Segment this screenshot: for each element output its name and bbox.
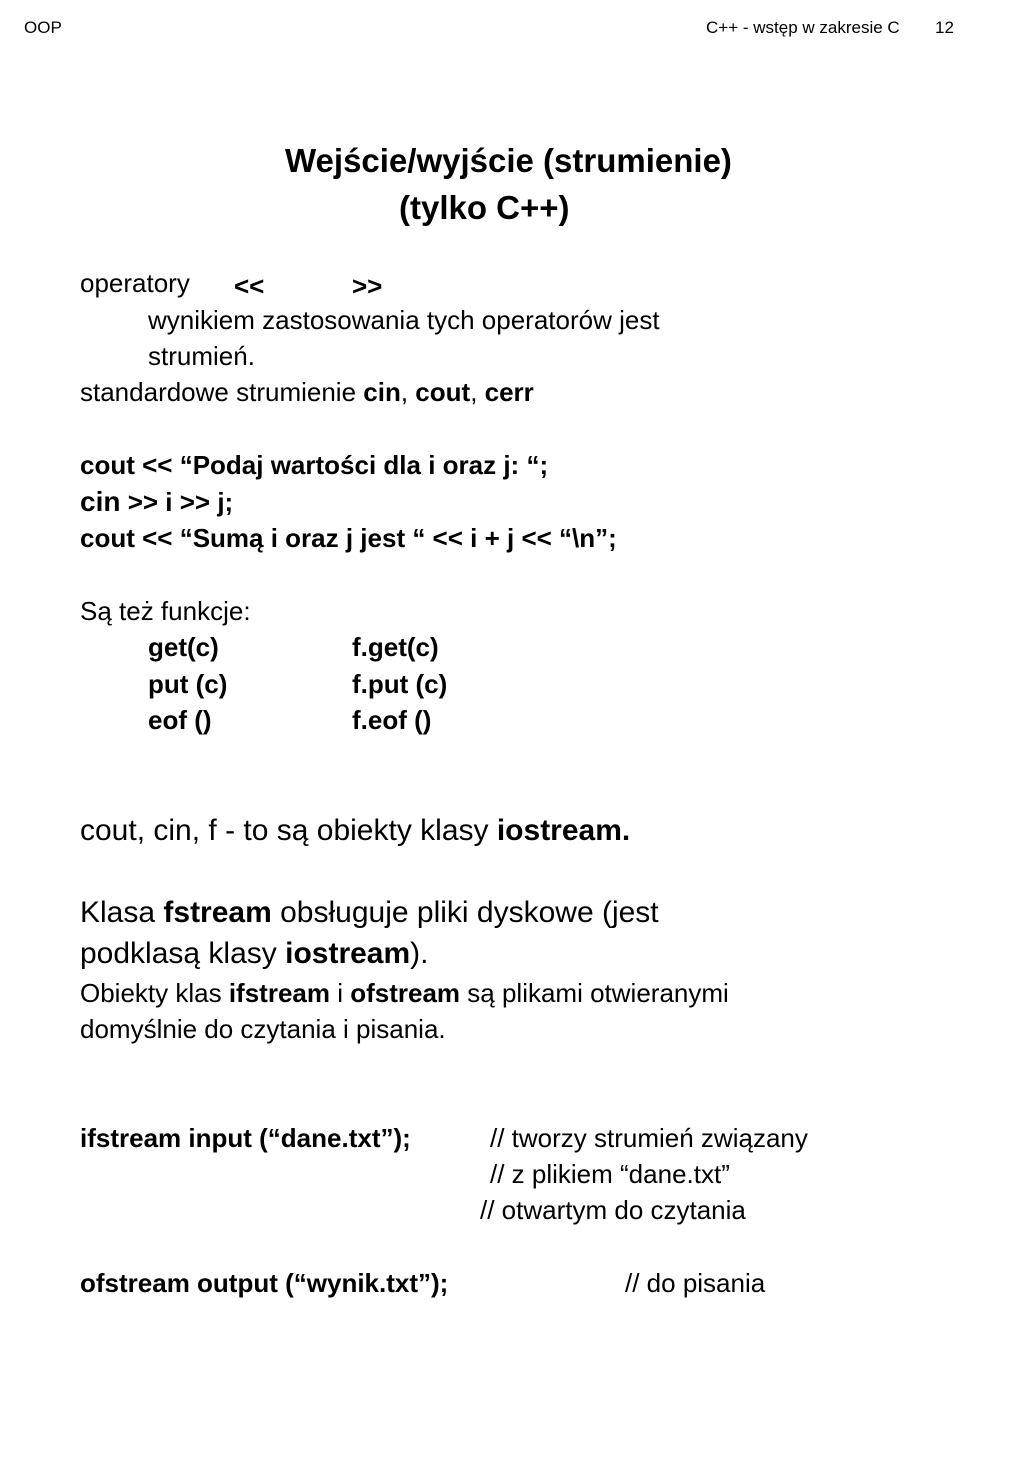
stream-cin: cin [363,377,401,407]
code-cin: cin [80,486,121,517]
fstream-text: są plikami otwieranymi [460,978,729,1008]
fstream-line-1 [80,896,659,930]
objects-sentence [80,814,630,848]
operator-shift-left: << [234,271,265,301]
fstream-text: Obiekty klas [80,978,229,1008]
ifstream-comment-2: // z plikiem “dane.txt” [490,1159,730,1189]
code-line-1: cout << “Podaj wartości dla i oraz j: “; [80,450,549,480]
page-number: 12 [935,18,954,37]
fstream-line-3 [80,978,729,1009]
title-line2: (tylko C++) [399,189,570,226]
function-f-put: f.put (c) [352,669,448,699]
function-f-get: f.get(c) [352,632,439,662]
separator: , [400,377,416,407]
class-fstream: fstream [163,896,272,929]
function-get: get(c) [148,632,219,662]
fstream-text: podklasą klasy [80,937,286,970]
ifstream-comment-3: // otwartym do czytania [480,1195,746,1225]
operator-shift-right: >> [352,271,383,301]
operators-label: operatory [80,268,190,298]
ofstream-example-code: ofstream output (“wynik.txt”); [80,1268,449,1298]
class-ifstream: ifstream [228,978,330,1008]
standard-streams-prefix: standardowe strumienie [80,377,364,407]
fstream-text: i [329,978,351,1008]
class-iostream: iostream. [496,814,631,847]
ofstream-comment: // do pisania [625,1268,766,1298]
stream-cerr: cerr [484,377,534,407]
code-cin-rest: >> i >> j; [120,487,234,517]
objects-text: cout, cin, f - to są obiekty klasy [80,814,497,847]
code-line-3: cout << “Sumą i oraz j jest “ << i + j << “\n”; [80,523,617,553]
code-line-2 [80,486,233,518]
functions-intro: Są też funkcje: [80,596,251,626]
stream-cout: cout [415,377,471,407]
operators-desc-1: wynikiem zastosowania tych operatorów jest [148,305,660,335]
separator: , [470,377,485,407]
fstream-line-2 [80,937,429,971]
ifstream-comment-1: // tworzy strumień związany [490,1123,808,1153]
class-iostream: iostream [285,937,411,970]
header-right: C++ - wstęp w zakresie C [706,18,900,37]
standard-streams [80,377,534,408]
fstream-text: Klasa [80,896,164,929]
operators-desc-2: strumień. [148,341,255,371]
ifstream-example-code: ifstream input (“dane.txt”); [80,1123,411,1153]
fstream-text: ). [410,937,429,970]
fstream-text: obsługuje pliki dyskowe (jest [271,896,659,929]
function-f-eof: f.eof () [352,705,432,735]
function-eof: eof () [148,705,212,735]
function-put: put (c) [148,669,228,699]
header-left: OOP [24,18,62,37]
title-line1: Wejście/wyjście (strumienie) [285,142,732,179]
class-ofstream: ofstream [350,978,461,1008]
fstream-line-4: domyślnie do czytania i pisania. [80,1014,446,1044]
